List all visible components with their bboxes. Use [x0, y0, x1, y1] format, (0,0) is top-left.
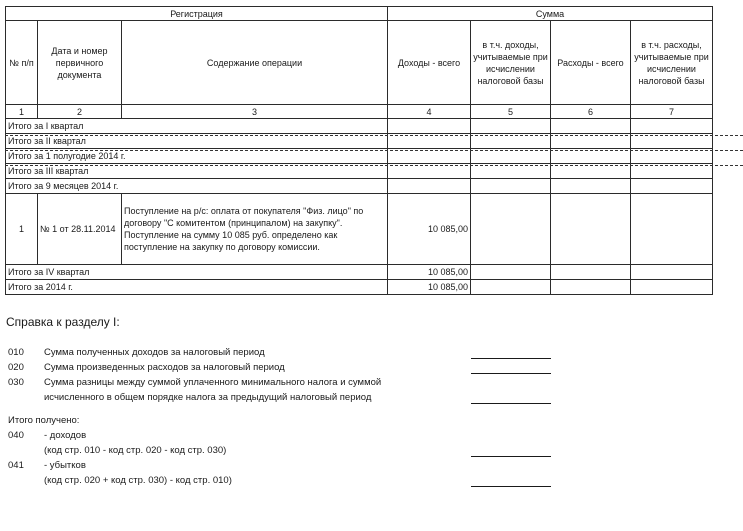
table-row [6, 194, 713, 265]
line-text-030: Сумма разницы между суммой уплаченного минимального налога и суммой [44, 377, 382, 388]
total-year-income: 10 085,00 [388, 280, 471, 295]
line-code-030: 030 [8, 377, 24, 388]
sum-header: Сумма [388, 7, 713, 21]
line-text-041: - убытков [44, 460, 86, 471]
line-text-010: Сумма полученных доходов за налоговый период [44, 347, 265, 358]
col-index: 2 [38, 105, 122, 119]
col-number-header: № п/п [6, 21, 38, 105]
total-q4-income: 10 085,00 [388, 265, 471, 280]
value-blank-041 [471, 486, 551, 487]
table-row [6, 119, 713, 134]
total-q4-label: Итого за IV квартал [6, 265, 388, 280]
reference-title: Справка к разделу I: [6, 315, 120, 329]
line-code-010: 010 [8, 347, 24, 358]
value-blank-040 [471, 456, 551, 457]
col-document-header: Дата и номер первичного документа [38, 21, 122, 105]
col-income-tax-header: в т.ч. доходы, учитываемые при исчислении налоговой базы [471, 21, 551, 105]
line-text-020: Сумма произведенных расходов за налоговый период [44, 362, 285, 373]
operation-income: 10 085,00 [388, 194, 471, 265]
total-year-label: Итого за 2014 г. [6, 280, 388, 295]
table-row [6, 179, 713, 194]
table-row [6, 265, 713, 280]
line-formula-041: (код стр. 020 + код стр. 030) - код стр. 010) [44, 475, 232, 486]
col-content-header: Содержание операции [122, 21, 388, 105]
col-index: 5 [471, 105, 551, 119]
value-blank-020 [471, 373, 551, 374]
operation-document: № 1 от 28.11.2014 [38, 194, 122, 265]
total-9m-label: Итого за 9 месяцев 2014 г. [6, 179, 388, 194]
line-formula-040: (код стр. 010 - код стр. 020 - код стр. 030) [44, 445, 227, 456]
value-blank-010 [471, 358, 551, 359]
col-index: 3 [122, 105, 388, 119]
line-code-020: 020 [8, 362, 24, 373]
line-text-040: - доходов [44, 430, 87, 441]
registration-header: Регистрация [6, 7, 388, 21]
dashed-line [5, 135, 743, 136]
total-q3-label: Итого за III квартал [6, 164, 388, 179]
operation-content: Поступление на р/с: оплата от покупателя "Физ. лицо" по договору "С комитентом (принципалом) на закупку". Поступление на сумму 10 085 руб. определено как поступление на закупку по договору комиссии. [122, 194, 388, 265]
line-code-041: 041 [8, 460, 24, 471]
col-index: 1 [6, 105, 38, 119]
dashed-line [5, 150, 743, 151]
value-blank-030 [471, 403, 551, 404]
dashed-line [5, 165, 743, 166]
col-income-header: Доходы - всего [388, 21, 471, 105]
total-h1-label: Итого за 1 полугодие 2014 г. [6, 149, 388, 164]
table-row [6, 280, 713, 295]
col-index: 6 [551, 105, 631, 119]
operation-number: 1 [6, 194, 38, 265]
total-q1-label: Итого за I квартал [6, 119, 388, 134]
col-expense-header: Расходы - всего [551, 21, 631, 105]
col-expense-tax-header: в т.ч. расходы, учитываемые при исчислении налоговой базы [631, 21, 713, 105]
line-text-030-cont: исчисленного в общем порядке налога за предыдущий налоговый период [44, 392, 372, 403]
result-label: Итого получено: [8, 415, 80, 426]
col-index: 4 [388, 105, 471, 119]
total-q2-label: Итого за II квартал [6, 134, 388, 149]
line-code-040: 040 [8, 430, 24, 441]
col-index: 7 [631, 105, 713, 119]
